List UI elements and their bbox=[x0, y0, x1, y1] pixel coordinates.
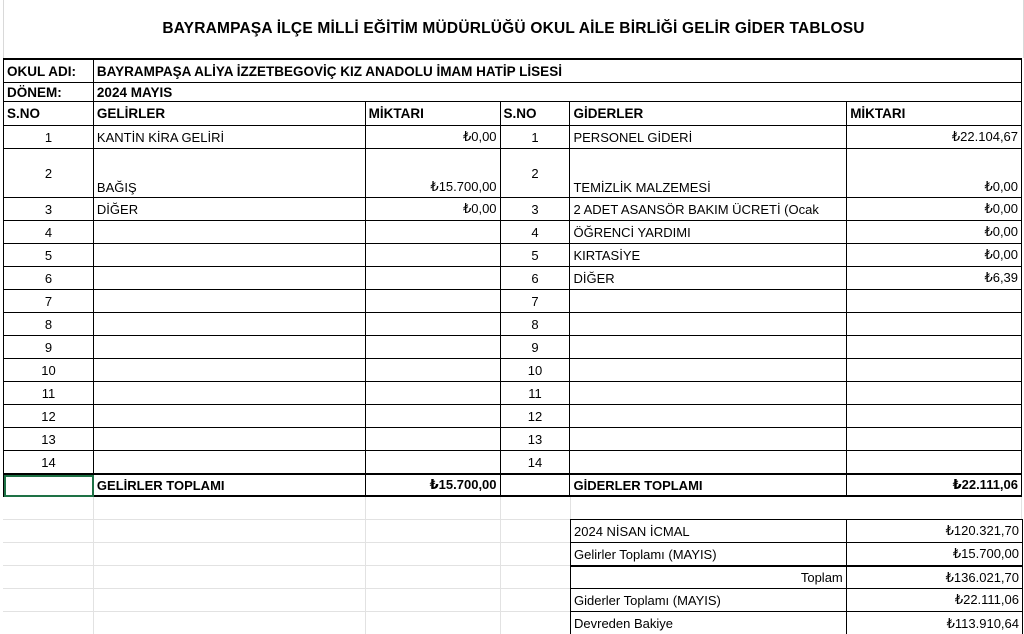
school-name-value-cell[interactable]: BAYRAMPAŞA ALİYA İZZETBEGOVİÇ KIZ ANADOLU İMAM HATİP LİSESİ bbox=[94, 60, 1022, 83]
income-desc-cell[interactable]: DİĞER bbox=[94, 198, 366, 221]
school-name-label-cell[interactable]: OKUL ADI: bbox=[4, 60, 94, 83]
bottom-grid-area bbox=[3, 497, 1022, 634]
income-desc-cell[interactable] bbox=[94, 336, 366, 359]
income-desc-cell[interactable] bbox=[94, 405, 366, 428]
table-row bbox=[4, 382, 1022, 405]
income-desc-cell[interactable] bbox=[94, 221, 366, 244]
period-label-cell[interactable]: DÖNEM: bbox=[4, 83, 94, 102]
table-row bbox=[4, 428, 1022, 451]
selected-cell[interactable] bbox=[4, 475, 94, 497]
row-number-cell-right[interactable]: 12 bbox=[501, 405, 571, 428]
expense-amount-cell[interactable] bbox=[847, 313, 1022, 336]
table-row bbox=[4, 405, 1022, 428]
expense-desc-cell[interactable]: TEMİZLİK MALZEMESİ bbox=[570, 149, 847, 198]
expense-desc-cell[interactable] bbox=[570, 382, 847, 405]
income-desc-cell[interactable]: KANTİN KİRA GELİRİ bbox=[94, 126, 366, 149]
row-number-cell-right[interactable]: 5 bbox=[501, 244, 571, 267]
row-number-cell-left[interactable]: 13 bbox=[4, 428, 94, 451]
income-desc-cell[interactable] bbox=[94, 359, 366, 382]
expense-amount-cell[interactable] bbox=[847, 451, 1022, 474]
row-number-cell-left[interactable]: 4 bbox=[4, 221, 94, 244]
table-row bbox=[4, 290, 1022, 313]
row-number-cell-right[interactable]: 9 bbox=[501, 336, 571, 359]
income-amount-cell[interactable] bbox=[366, 382, 501, 405]
row-number-cell-right[interactable]: 2 bbox=[501, 149, 571, 198]
income-amount-cell[interactable] bbox=[366, 405, 501, 428]
income-amount-cell[interactable] bbox=[366, 221, 501, 244]
income-amount-cell[interactable] bbox=[366, 313, 501, 336]
column-header-row bbox=[4, 102, 1022, 126]
summary-row bbox=[571, 589, 1022, 612]
table-row bbox=[4, 149, 1022, 198]
income-amount-cell[interactable] bbox=[366, 359, 501, 382]
income-desc-cell[interactable] bbox=[94, 267, 366, 290]
row-number-cell-right[interactable]: 3 bbox=[501, 198, 571, 221]
summary-label-cell[interactable]: Devreden Bakiye bbox=[571, 612, 847, 634]
expense-amount-cell[interactable]: ₺0,00 bbox=[847, 198, 1022, 221]
income-amount-cell[interactable] bbox=[366, 244, 501, 267]
expense-desc-cell[interactable] bbox=[570, 428, 847, 451]
period-row bbox=[4, 83, 1022, 102]
row-number-cell-left[interactable]: 5 bbox=[4, 244, 94, 267]
totals-row bbox=[4, 474, 1022, 497]
expense-total-value-cell[interactable]: ₺22.111,06 bbox=[847, 475, 1022, 497]
table-row bbox=[4, 126, 1022, 149]
income-amount-cell[interactable] bbox=[366, 336, 501, 359]
summary-label-cell[interactable]: 2024 NİSAN İCMAL bbox=[571, 520, 847, 543]
summary-row bbox=[571, 566, 1022, 589]
income-desc-cell[interactable] bbox=[94, 428, 366, 451]
income-desc-cell[interactable] bbox=[94, 313, 366, 336]
row-number-cell-left[interactable]: 3 bbox=[4, 198, 94, 221]
expense-desc-cell[interactable] bbox=[570, 313, 847, 336]
expense-desc-cell[interactable] bbox=[570, 336, 847, 359]
expense-amount-cell[interactable] bbox=[847, 290, 1022, 313]
income-amount-cell[interactable]: ₺0,00 bbox=[366, 126, 501, 149]
summary-value-cell[interactable]: ₺136.021,70 bbox=[847, 566, 1022, 589]
gridline bbox=[500, 497, 501, 634]
data-rows-container bbox=[4, 126, 1022, 474]
summary-row bbox=[571, 543, 1022, 566]
expense-amount-cell[interactable]: ₺0,00 bbox=[847, 149, 1022, 198]
row-number-cell-left[interactable]: 7 bbox=[4, 290, 94, 313]
empty-cell[interactable] bbox=[501, 475, 571, 497]
row-number-cell-right[interactable]: 1 bbox=[501, 126, 571, 149]
school-name-row bbox=[4, 60, 1022, 83]
expense-amount-cell[interactable]: ₺0,00 bbox=[847, 221, 1022, 244]
income-desc-cell[interactable] bbox=[94, 290, 366, 313]
summary-table bbox=[570, 519, 1023, 634]
table-row bbox=[4, 198, 1022, 221]
col-header-incomes[interactable]: GELİRLER bbox=[94, 102, 366, 126]
col-header-expenses[interactable]: GİDERLER bbox=[570, 102, 847, 126]
expense-amount-cell[interactable] bbox=[847, 428, 1022, 451]
row-number-cell-left[interactable]: 2 bbox=[4, 149, 94, 198]
table-row bbox=[4, 221, 1022, 244]
expense-amount-cell[interactable] bbox=[847, 382, 1022, 405]
summary-value-cell[interactable]: ₺120.321,70 bbox=[847, 520, 1022, 543]
row-number-cell-right[interactable]: 14 bbox=[501, 451, 571, 474]
row-number-cell-left[interactable]: 14 bbox=[4, 451, 94, 474]
col-header-sno-left[interactable]: S.NO bbox=[4, 102, 94, 126]
income-desc-cell[interactable]: BAĞIŞ bbox=[94, 149, 366, 198]
summary-value-cell[interactable]: ₺113.910,64 bbox=[946, 615, 1019, 631]
expense-amount-cell[interactable]: ₺0,00 bbox=[847, 244, 1022, 267]
income-desc-cell[interactable] bbox=[94, 451, 366, 474]
period-value-cell[interactable]: 2024 MAYIS bbox=[94, 83, 1022, 102]
expense-desc-cell[interactable]: KIRTASİYE bbox=[570, 244, 847, 267]
expense-amount-cell[interactable]: ₺22.104,67 bbox=[847, 126, 1022, 149]
col-header-sno-right[interactable]: S.NO bbox=[501, 102, 571, 126]
row-number-cell-left[interactable]: 8 bbox=[4, 313, 94, 336]
expense-desc-cell[interactable] bbox=[570, 290, 847, 313]
income-total-value-cell[interactable]: ₺15.700,00 bbox=[366, 475, 501, 497]
table-row bbox=[4, 267, 1022, 290]
row-number-cell-left[interactable]: 12 bbox=[4, 405, 94, 428]
row-number-cell-left[interactable]: 6 bbox=[4, 267, 94, 290]
row-number-cell-right[interactable]: 4 bbox=[501, 221, 571, 244]
gridline bbox=[93, 497, 94, 634]
row-number-cell-right[interactable]: 8 bbox=[501, 313, 571, 336]
summary-value-cell[interactable]: ₺15.700,00 bbox=[847, 543, 1022, 566]
summary-row bbox=[571, 520, 1022, 543]
expense-desc-cell[interactable]: 2 ADET ASANSÖR BAKIM ÜCRETİ (Ocak bbox=[570, 198, 847, 221]
summary-label-cell[interactable]: Toplam bbox=[571, 566, 847, 589]
row-number-cell-right[interactable]: 11 bbox=[501, 382, 571, 405]
table-row bbox=[4, 336, 1022, 359]
income-amount-cell[interactable] bbox=[366, 267, 501, 290]
expense-amount-cell[interactable] bbox=[847, 405, 1022, 428]
expense-total-label-cell[interactable]: GİDERLER TOPLAMI bbox=[570, 475, 847, 497]
col-header-amount-left[interactable]: MİKTARI bbox=[366, 102, 501, 126]
income-desc-cell[interactable] bbox=[94, 382, 366, 405]
row-number-cell-left[interactable]: 9 bbox=[4, 336, 94, 359]
income-amount-cell[interactable] bbox=[366, 290, 501, 313]
main-table bbox=[3, 58, 1022, 497]
expense-desc-cell[interactable]: DİĞER bbox=[570, 267, 847, 290]
table-row bbox=[4, 359, 1022, 382]
expense-desc-cell[interactable] bbox=[570, 359, 847, 382]
summary-value-cell[interactable]: ₺22.111,06 bbox=[847, 589, 1022, 612]
income-amount-cell[interactable] bbox=[366, 451, 501, 474]
income-amount-cell[interactable] bbox=[366, 428, 501, 451]
income-desc-cell[interactable] bbox=[94, 244, 366, 267]
row-number-cell-right[interactable]: 6 bbox=[501, 267, 571, 290]
summary-row bbox=[571, 612, 1022, 634]
expense-amount-cell[interactable] bbox=[847, 336, 1022, 359]
expense-desc-cell[interactable] bbox=[570, 451, 847, 474]
income-total-label-cell[interactable]: GELİRLER TOPLAMI bbox=[94, 475, 366, 497]
row-number-cell-right[interactable]: 13 bbox=[501, 428, 571, 451]
expense-desc-cell[interactable] bbox=[570, 405, 847, 428]
row-number-cell-right[interactable]: 10 bbox=[501, 359, 571, 382]
table-row bbox=[4, 451, 1022, 474]
income-amount-cell[interactable]: ₺15.700,00 bbox=[366, 149, 501, 198]
expense-amount-cell[interactable] bbox=[847, 359, 1022, 382]
table-row bbox=[4, 244, 1022, 267]
summary-label-cell[interactable]: Giderler Toplamı (MAYIS) bbox=[571, 589, 847, 612]
col-header-amount-right[interactable]: MİKTARI bbox=[847, 102, 1022, 126]
row-number-cell-left[interactable]: 1 bbox=[4, 126, 94, 149]
gridline bbox=[365, 497, 366, 634]
expense-amount-cell[interactable]: ₺6,39 bbox=[847, 267, 1022, 290]
row-number-cell-right[interactable]: 7 bbox=[501, 290, 571, 313]
summary-label-cell[interactable]: Gelirler Toplamı (MAYIS) bbox=[571, 543, 847, 566]
summary-rows-container bbox=[571, 520, 1022, 634]
expense-desc-cell[interactable]: PERSONEL GİDERİ bbox=[570, 126, 847, 149]
expense-desc-cell[interactable]: ÖĞRENCİ YARDIMI bbox=[570, 221, 847, 244]
income-amount-cell[interactable]: ₺0,00 bbox=[366, 198, 501, 221]
row-number-cell-left[interactable]: 11 bbox=[4, 382, 94, 405]
page-title: BAYRAMPAŞA İLÇE MİLLİ EĞİTİM MÜDÜRLÜĞÜ OKUL AİLE BİRLİĞİ GELİR GİDER TABLOSU bbox=[3, 0, 1024, 58]
table-row bbox=[4, 313, 1022, 336]
row-number-cell-left[interactable]: 10 bbox=[4, 359, 94, 382]
